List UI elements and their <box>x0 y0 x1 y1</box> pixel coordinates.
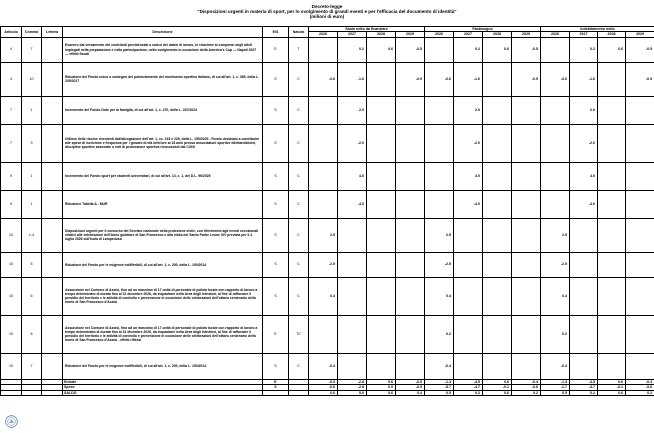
articolo-cell: 7 <box>1 124 22 162</box>
value-cell <box>396 277 425 315</box>
value-cell: 0.2 <box>454 37 483 62</box>
value-cell <box>367 190 396 218</box>
comma-cell: 1 <box>22 190 42 218</box>
effects-table <box>0 26 654 396</box>
value-cell <box>367 353 396 379</box>
value-cell <box>454 353 483 379</box>
es-cell: S <box>263 190 289 218</box>
natura-cell: C <box>289 162 309 190</box>
es-cell: E <box>263 315 289 353</box>
value-cell: -0.4 <box>541 353 570 379</box>
value-cell: 2.5 <box>309 218 338 252</box>
value-cell <box>396 162 425 190</box>
lettera-cell <box>42 252 63 277</box>
total-value-cell: -1.7 <box>541 385 570 391</box>
value-cell: -2.0 <box>570 124 598 162</box>
total-value-cell: -0.0 <box>309 379 338 385</box>
value-cell: 2.0 <box>338 96 367 124</box>
total-value-cell: 0.6 <box>483 379 512 385</box>
value-cell <box>396 353 425 379</box>
value-cell: -2.5 <box>541 252 570 277</box>
value-cell <box>570 277 598 315</box>
total-value-cell: -4.5 <box>454 379 483 385</box>
table-body <box>1 37 654 396</box>
table-row <box>1 277 654 315</box>
value-cell: -0.9 <box>512 62 541 96</box>
articolo-cell: 9 <box>1 190 22 218</box>
total-value-cell: -0.9 <box>396 385 425 391</box>
document-subtitle: "Disposizioni urgenti in materia di sport, per lo svolgimento di grandi eventi e per l'efficacia del documento di identità" <box>197 9 457 14</box>
descrizione-cell: Riduzione Tabella A - MUR <box>63 190 263 218</box>
value-cell: 2.5 <box>541 218 570 252</box>
table-row <box>1 353 654 379</box>
value-cell: -0.4 <box>309 353 338 379</box>
lettera-cell <box>42 124 63 162</box>
value-cell <box>309 162 338 190</box>
value-cell <box>396 315 425 353</box>
descrizione-cell: Riduzione del Fondo per le esigenze indifferibili, di cui all'art. 1, c. 200, della L. 190/2014 <box>63 353 263 379</box>
es-cell: E <box>263 37 289 62</box>
totals-label: SALDO <box>63 390 263 396</box>
lettera-cell <box>42 96 63 124</box>
value-cell <box>483 353 512 379</box>
value-cell <box>570 353 598 379</box>
table-row <box>1 252 654 277</box>
value-cell: 0.6 <box>367 37 396 62</box>
value-cell: -2.5 <box>425 252 454 277</box>
totals-label: Entrate <box>63 379 263 385</box>
value-cell <box>309 37 338 62</box>
empty-cell <box>22 390 42 396</box>
total-value-cell: -0.1 <box>483 385 512 391</box>
value-cell <box>367 62 396 96</box>
value-cell <box>367 218 396 252</box>
descrizione-cell: Incremento del Fondo sport per studenti universitari, di cui all'art. 13, c. 1, del D.L. 96/2025 <box>63 162 263 190</box>
descrizione-cell: Assunzione nel Comune di Assisi, fino ad un massimo di 17 unità di personale di polizia locale con rapporto di lavoro a tempo determinato di durata fino al 31 dicembre 2026, da inquadrare nella Area degli Istruttori, al fine di rafforzare il presidio del territorio e le attività di controllo e prevenzione in occasione delle celebrazioni dell'ottavo centenario della morte di San Francesco d'Assisi - effetti riflessi <box>63 315 263 353</box>
value-cell <box>541 190 570 218</box>
comma-cell: 1 <box>22 96 42 124</box>
value-cell <box>367 124 396 162</box>
empty-cell <box>289 390 309 396</box>
value-cell <box>541 37 570 62</box>
value-cell <box>626 218 654 252</box>
natura-cell: C <box>289 62 309 96</box>
value-cell <box>626 96 654 124</box>
value-cell <box>396 252 425 277</box>
value-cell <box>425 96 454 124</box>
total-value-cell: -0.4 <box>626 379 654 385</box>
value-cell <box>425 37 454 62</box>
value-cell: -1.6 <box>454 62 483 96</box>
natura-cell: C <box>289 218 309 252</box>
value-cell <box>483 96 512 124</box>
value-cell <box>425 190 454 218</box>
value-cell <box>396 124 425 162</box>
total-value-cell: -1.3 <box>541 379 570 385</box>
value-cell: 4.0 <box>454 162 483 190</box>
value-cell <box>626 190 654 218</box>
value-cell <box>512 315 541 353</box>
natura-cell: C <box>289 96 309 124</box>
value-cell <box>541 96 570 124</box>
table-row <box>1 315 654 353</box>
comma-cell: 1-4 <box>22 218 42 252</box>
value-cell <box>598 277 626 315</box>
value-cell <box>626 353 654 379</box>
value-cell <box>512 162 541 190</box>
value-cell <box>570 315 598 353</box>
es-cell: S <box>263 124 289 162</box>
value-cell: -4.0 <box>338 190 367 218</box>
value-cell <box>541 124 570 162</box>
es-cell <box>263 390 289 396</box>
lettera-cell <box>42 62 63 96</box>
table-row <box>1 190 654 218</box>
total-value-cell: -4.7 <box>454 385 483 391</box>
group-fabbisogno: Fabbisogno <box>425 27 541 32</box>
total-value-cell: -0.4 <box>512 379 541 385</box>
value-cell <box>483 218 512 252</box>
value-cell <box>598 353 626 379</box>
es-cell: S <box>263 252 289 277</box>
value-cell <box>570 252 598 277</box>
group-saldo-netto: Saldo netto da finanziare <box>309 27 425 32</box>
lettera-cell <box>42 315 63 353</box>
value-cell: 0.6 <box>483 37 512 62</box>
value-cell: -1.6 <box>570 62 598 96</box>
comma-cell: 6 <box>22 315 42 353</box>
value-cell <box>512 96 541 124</box>
value-cell: 4.0 <box>570 162 598 190</box>
total-value-cell: -0.5 <box>396 379 425 385</box>
value-cell <box>425 124 454 162</box>
lettera-cell <box>42 353 63 379</box>
total-value-cell: 0.6 <box>367 390 396 396</box>
value-cell <box>626 252 654 277</box>
col-lettera: Lettera <box>42 27 63 38</box>
empty-cell <box>42 390 63 396</box>
value-cell <box>309 124 338 162</box>
year-header: 2029 <box>626 32 654 37</box>
value-cell: 0.2 <box>425 315 454 353</box>
es-cell: S <box>263 385 289 391</box>
col-es: E/S <box>263 27 289 38</box>
value-cell <box>598 162 626 190</box>
value-cell: 0.4 <box>425 277 454 315</box>
value-cell <box>626 162 654 190</box>
natura-cell: C <box>289 252 309 277</box>
articolo-cell: 10 <box>1 353 22 379</box>
es-cell: S <box>263 218 289 252</box>
value-cell <box>425 162 454 190</box>
natura-cell: C <box>289 353 309 379</box>
value-cell <box>598 190 626 218</box>
value-cell: 2.5 <box>425 218 454 252</box>
year-header: 2027 <box>570 32 598 37</box>
comma-cell: 1 <box>22 162 42 190</box>
table-row <box>1 218 654 252</box>
empty-cell <box>1 390 22 396</box>
totals-row <box>1 390 654 396</box>
total-value-cell: 0.6 <box>598 379 626 385</box>
total-value-cell: 0.0 <box>338 390 367 396</box>
value-cell: -2.5 <box>309 252 338 277</box>
value-cell <box>396 190 425 218</box>
total-value-cell: 0.2 <box>570 390 598 396</box>
total-value-cell: 0.0 <box>367 385 396 391</box>
year-header: 2027 <box>454 32 483 37</box>
total-value-cell: 0.4 <box>396 390 425 396</box>
natura-cell: TC <box>289 315 309 353</box>
es-cell: S <box>263 277 289 315</box>
value-cell: -1.6 <box>338 62 367 96</box>
table-row <box>1 62 654 96</box>
value-cell: 0.2 <box>541 315 570 353</box>
value-cell: 2.0 <box>454 96 483 124</box>
es-cell: S <box>263 353 289 379</box>
col-natura: Natura <box>289 27 309 38</box>
natura-cell: C <box>289 190 309 218</box>
articolo-cell: 10 <box>1 277 22 315</box>
col-comma: Comma <box>22 27 42 38</box>
total-value-cell: -4.5 <box>570 379 598 385</box>
units-note: (milioni di euro) <box>309 14 345 19</box>
value-cell: -0.5 <box>396 37 425 62</box>
value-cell <box>454 277 483 315</box>
value-cell <box>338 315 367 353</box>
table-row <box>1 124 654 162</box>
total-value-cell: -0.6 <box>626 385 654 391</box>
year-header: 2026 <box>425 32 454 37</box>
value-cell <box>483 277 512 315</box>
total-value-cell: -4.7 <box>570 385 598 391</box>
value-cell: -0.9 <box>626 62 654 96</box>
value-cell <box>338 218 367 252</box>
value-cell <box>338 277 367 315</box>
total-value-cell: -0.6 <box>309 385 338 391</box>
comma-cell: 3 <box>22 124 42 162</box>
value-cell: 0.2 <box>338 37 367 62</box>
articolo-cell: 7 <box>1 96 22 124</box>
articolo-cell: 4 <box>1 62 22 96</box>
value-cell <box>396 218 425 252</box>
lettera-cell <box>42 37 63 62</box>
value-cell: -0.6 <box>541 62 570 96</box>
natura-cell: T <box>289 37 309 62</box>
value-cell <box>367 277 396 315</box>
value-cell <box>483 62 512 96</box>
articolo-cell: 10 <box>1 218 22 252</box>
value-cell <box>598 124 626 162</box>
value-cell <box>367 96 396 124</box>
value-cell <box>309 190 338 218</box>
value-cell: 0.2 <box>570 37 598 62</box>
lettera-cell <box>42 162 63 190</box>
value-cell <box>338 353 367 379</box>
value-cell <box>367 315 396 353</box>
value-cell: -0.6 <box>309 62 338 96</box>
value-cell <box>512 124 541 162</box>
value-cell <box>512 190 541 218</box>
year-header: 2028 <box>367 32 396 37</box>
value-cell: -4.0 <box>570 190 598 218</box>
lettera-cell <box>42 277 63 315</box>
value-cell <box>483 162 512 190</box>
table-row <box>1 37 654 62</box>
value-cell <box>626 277 654 315</box>
comma-cell: 7 <box>22 353 42 379</box>
total-value-cell: 0.2 <box>512 390 541 396</box>
es-cell: S <box>263 162 289 190</box>
table-row <box>1 162 654 190</box>
total-value-cell: 0.2 <box>626 390 654 396</box>
value-cell <box>598 252 626 277</box>
value-cell <box>512 353 541 379</box>
total-value-cell: 0.6 <box>367 379 396 385</box>
value-cell <box>454 315 483 353</box>
year-header: 2026 <box>309 32 338 37</box>
comma-cell: 5 <box>22 252 42 277</box>
total-value-cell: -0.6 <box>512 385 541 391</box>
value-cell: 0.6 <box>598 37 626 62</box>
value-cell <box>626 315 654 353</box>
table-row <box>1 96 654 124</box>
value-cell <box>396 96 425 124</box>
value-cell: -0.5 <box>512 37 541 62</box>
total-value-cell: -2.8 <box>338 385 367 391</box>
total-value-cell: -1.3 <box>425 379 454 385</box>
value-cell <box>483 252 512 277</box>
document-title: Decreto-legge <box>311 4 343 9</box>
descrizione-cell: Riduzione del Fondo unico a sostegno del potenziamento del movimento sportivo italiano, di cui all'art. 1, c. 369, della L. 205/2017 <box>63 62 263 96</box>
value-cell: -2.0 <box>338 124 367 162</box>
comma-cell: 10 <box>22 62 42 96</box>
value-cell: -2.0 <box>454 124 483 162</box>
value-cell <box>483 190 512 218</box>
value-cell <box>626 124 654 162</box>
year-header: 2028 <box>483 32 512 37</box>
articolo-cell: 10 <box>1 315 22 353</box>
es-cell: S <box>263 62 289 96</box>
articolo-cell: 9 <box>1 162 22 190</box>
lettera-cell <box>42 218 63 252</box>
comma-cell: 7 <box>22 37 42 62</box>
total-value-cell: -5.7 <box>425 385 454 391</box>
value-cell: 0.4 <box>541 277 570 315</box>
year-header: 2027 <box>338 32 367 37</box>
value-cell <box>338 252 367 277</box>
value-cell <box>483 124 512 162</box>
value-cell <box>512 277 541 315</box>
descrizione-cell: Riduzione del Fondo per le esigenze indifferibili, di cui all'art. 1, c. 200, della L. 190/2014 <box>63 252 263 277</box>
descrizione-cell: Assunzione nel Comune di Assisi, fino ad un massimo di 17 unità di personale di polizia locale con rapporto di lavoro a tempo determinato di durata fino al 31 dicembre 2026, da inquadrare nella Area degli Istruttori, al fine di rafforzare il presidio del territorio e le attività di controllo e prevenzione in occasione delle celebrazioni dell'ottavo centenario della morte di San Francesco d'Assisi <box>63 277 263 315</box>
value-cell: -4.0 <box>454 190 483 218</box>
total-value-cell: -2.8 <box>338 379 367 385</box>
value-cell <box>309 96 338 124</box>
value-cell: -0.4 <box>425 353 454 379</box>
value-cell <box>598 315 626 353</box>
group-indebitamento: Indebitamento netto <box>541 27 654 32</box>
year-header: 2028 <box>598 32 626 37</box>
lettera-cell <box>42 190 63 218</box>
value-cell <box>454 218 483 252</box>
value-cell: -0.9 <box>396 62 425 96</box>
value-cell <box>454 252 483 277</box>
descrizione-cell: Disposizioni urgenti per il concorso del Servizio nazionale della protezione civile, con riferimento agli eventi eccezionali relativi alle celebrazioni dell'Anno giubilare di San Francesco e alla visita del Santo Padre Leone XIV prevista per il 4 luglio 2026 sull'isola di Lampedusa <box>63 218 263 252</box>
value-cell <box>512 218 541 252</box>
total-value-cell: 0.5 <box>425 390 454 396</box>
value-cell <box>598 96 626 124</box>
value-cell <box>309 315 338 353</box>
value-cell <box>367 252 396 277</box>
comma-cell: 6 <box>22 277 42 315</box>
articolo-cell: 10 <box>1 252 22 277</box>
value-cell <box>598 218 626 252</box>
total-value-cell: -0.1 <box>598 385 626 391</box>
year-header: 2029 <box>396 32 425 37</box>
value-cell <box>483 315 512 353</box>
descrizione-cell: Utilizzo delle risorse rivenienti dall'abrogazione dell'art. 1, cc. 215 e 226, della L. 159/2025 - Fondo destinato a contribuire alle spese di iscrizione e frequenza per i giovani di età inferiore ai 18 anni presso associazioni sportive dilettantistiche, discipline sportive associate o enti di promozione sportiva riconosciuti dal CONI <box>63 124 263 162</box>
natura-cell: C <box>289 277 309 315</box>
total-value-cell: 0.5 <box>541 390 570 396</box>
value-cell: -0.6 <box>425 62 454 96</box>
seal-icon <box>4 415 19 428</box>
value-cell <box>570 218 598 252</box>
total-value-cell: 0.6 <box>309 390 338 396</box>
col-descrizione: Descrizione <box>63 27 263 38</box>
total-value-cell: 0.6 <box>598 390 626 396</box>
es-cell: E <box>263 379 289 385</box>
year-header: 2026 <box>541 32 570 37</box>
natura-cell: C <box>289 124 309 162</box>
totals-label: Spese <box>63 385 263 391</box>
value-cell: 2.0 <box>570 96 598 124</box>
col-articolo: Articolo <box>1 27 22 38</box>
total-value-cell: 0.2 <box>454 390 483 396</box>
value-cell <box>367 162 396 190</box>
descrizione-cell: Incremento del Fondo Dote per la famiglia, di cui all'art. 1, c. 270, della L. 207/2024 <box>63 96 263 124</box>
total-value-cell: 0.6 <box>483 390 512 396</box>
value-cell: 0.4 <box>309 277 338 315</box>
value-cell: 4.0 <box>338 162 367 190</box>
value-cell <box>512 252 541 277</box>
articolo-cell: 4 <box>1 37 22 62</box>
es-cell: S <box>263 96 289 124</box>
descrizione-cell: Esonero dal versamento dei contributi previdenziali a carico dei datori di lavoro, in relazione ai compensi degli atleti impiegati nella preparazione e nella partecipazione, nello svolgimento in occasione della America's Cup — Napoli 2027 — effetti fiscali <box>63 37 263 62</box>
value-cell: -0.5 <box>626 37 654 62</box>
value-cell <box>541 162 570 190</box>
year-header: 2029 <box>512 32 541 37</box>
value-cell <box>598 62 626 96</box>
